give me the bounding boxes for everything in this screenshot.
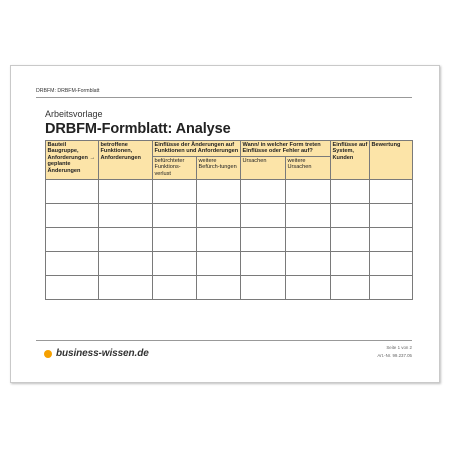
table-cell[interactable]	[46, 179, 99, 203]
table-cell[interactable]	[241, 251, 286, 275]
table-cell[interactable]	[370, 179, 413, 203]
table-cell[interactable]	[99, 179, 153, 203]
table-cell[interactable]	[370, 275, 413, 299]
header-when-how: Wann/ in welcher Form treten Einflüsse oder Fehler auf?	[241, 141, 331, 157]
table-cell[interactable]	[46, 251, 99, 275]
table-cell[interactable]	[99, 275, 153, 299]
running-title: DRBFM: DRBFM-Formblatt	[36, 88, 100, 94]
table-row	[46, 179, 413, 203]
subheader-further-causes: weitere Ursachen	[286, 156, 331, 179]
table-cell[interactable]	[197, 227, 241, 251]
table-cell[interactable]	[153, 275, 197, 299]
table-cell[interactable]	[153, 203, 197, 227]
table-cell[interactable]	[197, 179, 241, 203]
header-component: Bauteil Baugruppe, Anforderungen → geplante Änderungen	[46, 141, 99, 180]
table-cell[interactable]	[286, 251, 331, 275]
table-cell[interactable]	[241, 227, 286, 251]
document-title: DRBFM-Formblatt: Analyse	[45, 121, 231, 137]
analysis-table	[45, 140, 413, 300]
header-affected-functions: betroffene Funktionen, Anforderungen	[99, 141, 153, 180]
table-cell[interactable]	[241, 275, 286, 299]
header-change-influences: Einflüsse der Änderungen auf Funktionen und Anforderungen	[153, 141, 241, 157]
header-divider	[36, 97, 412, 98]
subheader-further-concerns: weitere Befürch-tungen	[197, 156, 241, 179]
table-cell[interactable]	[241, 179, 286, 203]
brand-dot-icon	[44, 350, 52, 358]
table-cell[interactable]	[331, 179, 370, 203]
table-cell[interactable]	[286, 275, 331, 299]
table-cell[interactable]	[331, 203, 370, 227]
table-cell[interactable]	[153, 251, 197, 275]
header-rating: Bewertung	[370, 141, 413, 180]
table-cell[interactable]	[370, 227, 413, 251]
table-cell[interactable]	[197, 275, 241, 299]
table-cell[interactable]	[370, 251, 413, 275]
page-number: Seite 1 von 2	[386, 345, 412, 350]
table-row	[46, 227, 413, 251]
table-cell[interactable]	[99, 203, 153, 227]
brand-name: business-wissen.de	[56, 348, 149, 359]
table-cell[interactable]	[99, 227, 153, 251]
table-cell[interactable]	[153, 227, 197, 251]
subheader-function-loss: befürchteter Funktions-verlust	[153, 156, 197, 179]
table-cell[interactable]	[153, 179, 197, 203]
document-subtitle: Arbeitsvorlage	[45, 109, 103, 119]
table-cell[interactable]	[197, 203, 241, 227]
table-body	[46, 179, 413, 299]
brand-logo	[44, 348, 149, 359]
table-cell[interactable]	[46, 275, 99, 299]
table-cell[interactable]	[46, 203, 99, 227]
table-cell[interactable]	[286, 179, 331, 203]
table-cell[interactable]	[331, 251, 370, 275]
table-cell[interactable]	[99, 251, 153, 275]
table-cell[interactable]	[370, 203, 413, 227]
table-cell[interactable]	[286, 227, 331, 251]
table-cell[interactable]	[286, 203, 331, 227]
subheader-causes: Ursachen	[241, 156, 286, 179]
header-system-influences: Einflüsse auf System, Kunden	[331, 141, 370, 180]
article-number: Art.-Nr. 99.237.05	[377, 353, 412, 358]
table-cell[interactable]	[46, 227, 99, 251]
footer-divider	[36, 340, 412, 341]
table-row	[46, 275, 413, 299]
table-cell[interactable]	[241, 203, 286, 227]
table-cell[interactable]	[197, 251, 241, 275]
table-cell[interactable]	[331, 275, 370, 299]
table-row	[46, 203, 413, 227]
table-cell[interactable]	[331, 227, 370, 251]
table-row	[46, 251, 413, 275]
